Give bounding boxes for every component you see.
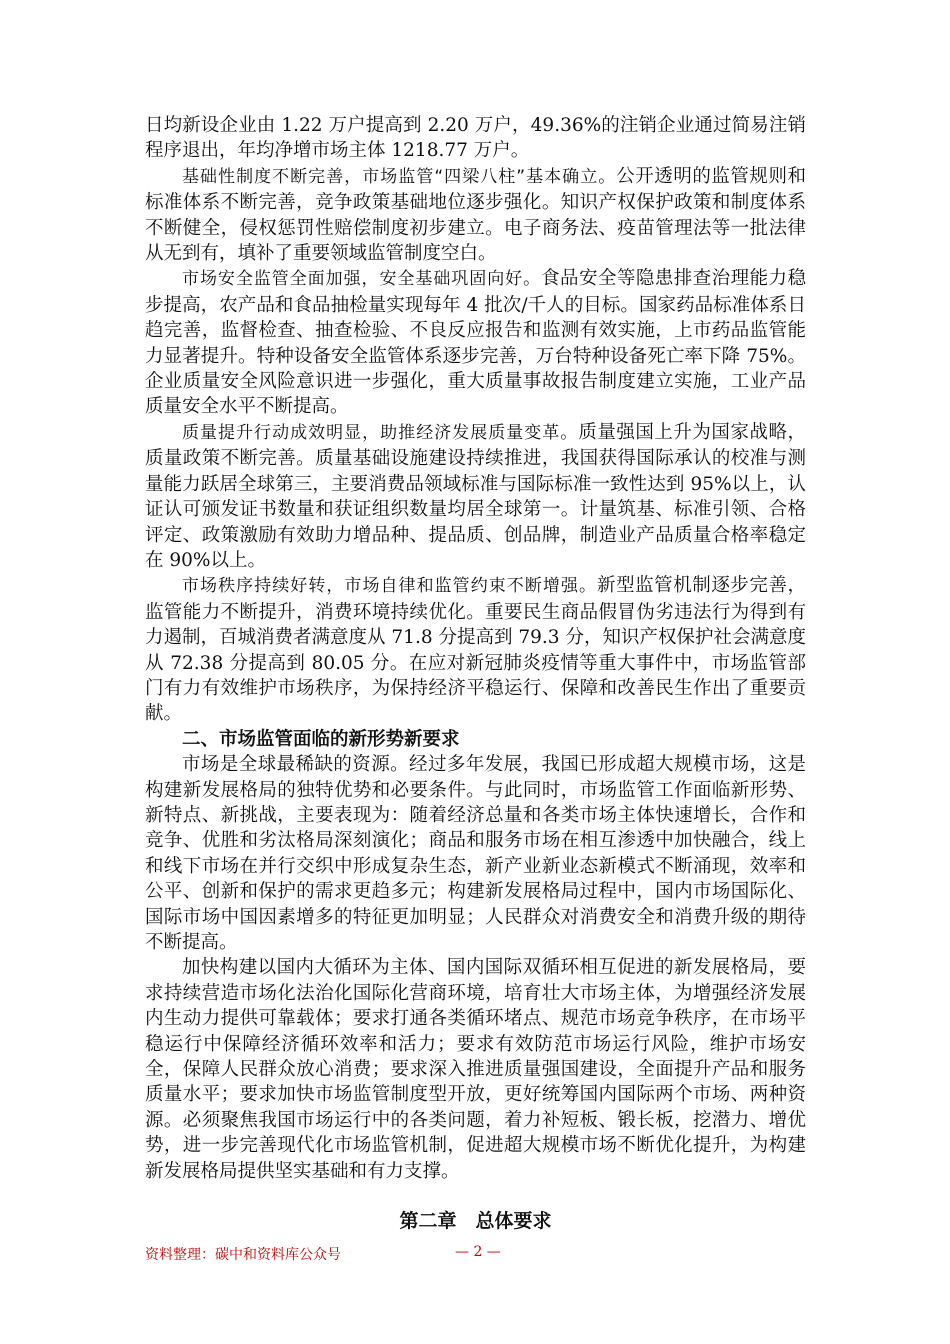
paragraph: 市场是全球最稀缺的资源。经过多年发展，我国已形成超大规模市场，这是构建新发展格局的独特优势和必要条件。与此同时，市场监管工作面临新形势、新特点、新挑战，主要表现为：随着经济总量和各类市场主体快速增长，合作和竞争、优胜和劣汰格局深刻演化；商品和服务市场在相互渗透中加快融合，线上和线下市场在并行交织中形成复杂生态，新产业新业态新模式不断涌现，效率和公平、创新和保护的需求更趋多元；构建新发展格局过程中，国内市场国际化、国际市场中国因素增多的特征更加明显；人民群众对消费安全和消费升级的期待不断提高。 <box>145 754 806 953</box>
paragraph-lead: 市场安全监管全面加强，安全基础巩固向好。 <box>182 269 542 290</box>
paragraph-body: 公开透明的监管规则和标准体系不断完善，竞争政策基础地位逐步强化。知识产权保护政策和制度体系不断健全，侵权惩罚性赔偿制度初步建立。电子商务法、疫苗管理法等一批法律从无到有，填补了重要领域监管制度空白。 <box>145 165 806 265</box>
paragraph-lead: 基础性制度不断完善，市场监管“四梁八柱”基本确立。 <box>182 166 617 187</box>
document-body <box>145 113 806 1234</box>
paragraph-lead: 质量提升行动成效明显，助推经济发展质量变革。 <box>182 422 579 443</box>
paragraph: 加快构建以国内大循环为主体、国内国际双循环相互促进的新发展格局，要求持续营造市场化法治化国际化营商环境，培育壮大市场主体，为增强经济发展内生动力提供可靠载体；要求打通各类循环堵点、规范市场竞争秩序，在市场平稳运行中保障经济循环效率和活力；要求有效防范市场运行风险，维护市场安全，保障人民群众放心消费；要求深入推进质量强国建设，全面提升产品和服务质量水平；要求加快市场监管制度型开放，更好统筹国内国际两个市场、两种资源。必须聚焦我国市场运行中的各类问题，着力补短板、锻长板，挖潜力、增优势，进一步完善现代化市场监管机制，促进超大规模市场不断优化提升，为构建新发展格局提供坚实基础和有力支撑。 <box>145 957 806 1182</box>
footer-source: 资料整理：碳中和资料库公众号 <box>145 1247 341 1263</box>
paragraph <box>145 164 806 267</box>
section-heading: 二、市场监管面临的新形势新要求 <box>182 728 460 750</box>
chapter-title: 第二章 总体要求 <box>399 1210 552 1233</box>
paragraph <box>145 420 806 573</box>
paragraph: 日均新设企业由 1.22 万户提高到 2.20 万户，49.36%的注销企业通过简易注销程序退出，年均净增市场主体 1218.77 万户。 <box>145 115 806 162</box>
paragraph-lead: 市场秩序持续好转，市场自律和监管约束不断增强。 <box>182 576 598 597</box>
paragraph-body: 新型监管机制逐步完善，监管能力不断提升，消费环境持续优化。重要民生商品假冒伪劣违法行为得到有力遏制，百城消费者满意度从 71.8 分提高到 79.3 分，知识产权保护社会满意度从 72.38 分提高到 80.05 分。在应对新冠肺炎疫情等重大事件中，市场监管部门有力有效维护市场秩序，为保持经济平稳运行、保障和改善民生作出了重要贡献。 <box>145 575 806 725</box>
paragraph <box>145 266 806 419</box>
paragraph-body: 质量强国上升为国家战略，质量政策不断完善。质量基础设施建设持续推进，我国获得国际承认的校准与测量能力跃居全球第三，主要消费品领域标准与国际标准一致性达到 95%以上，认证认可颁发证书数量和获证组织数量均居全球第一。计量筑基、标准引领、合格评定、政策激励有效助力增品种、提品质、创品牌，制造业产品质量合格率稳定在 90%以上。 <box>145 421 806 571</box>
page-number: — 2 — <box>455 1244 501 1260</box>
paragraph <box>145 573 806 726</box>
paragraph-body: 食品安全等隐患排查治理能力稳步提高，农产品和食品抽检量实现每年 4 批次/千人的目标。国家药品标准体系日趋完善，监督检查、抽查检验、不良反应报告和监测有效实施，上市药品监管能力显著提升。特种设备安全监管体系逐步完善，万台特种设备死亡率下降 75%。企业质量安全风险意识进一步强化，重大质量事故报告制度建立实施，工业产品质量安全水平不断提高。 <box>145 268 806 418</box>
